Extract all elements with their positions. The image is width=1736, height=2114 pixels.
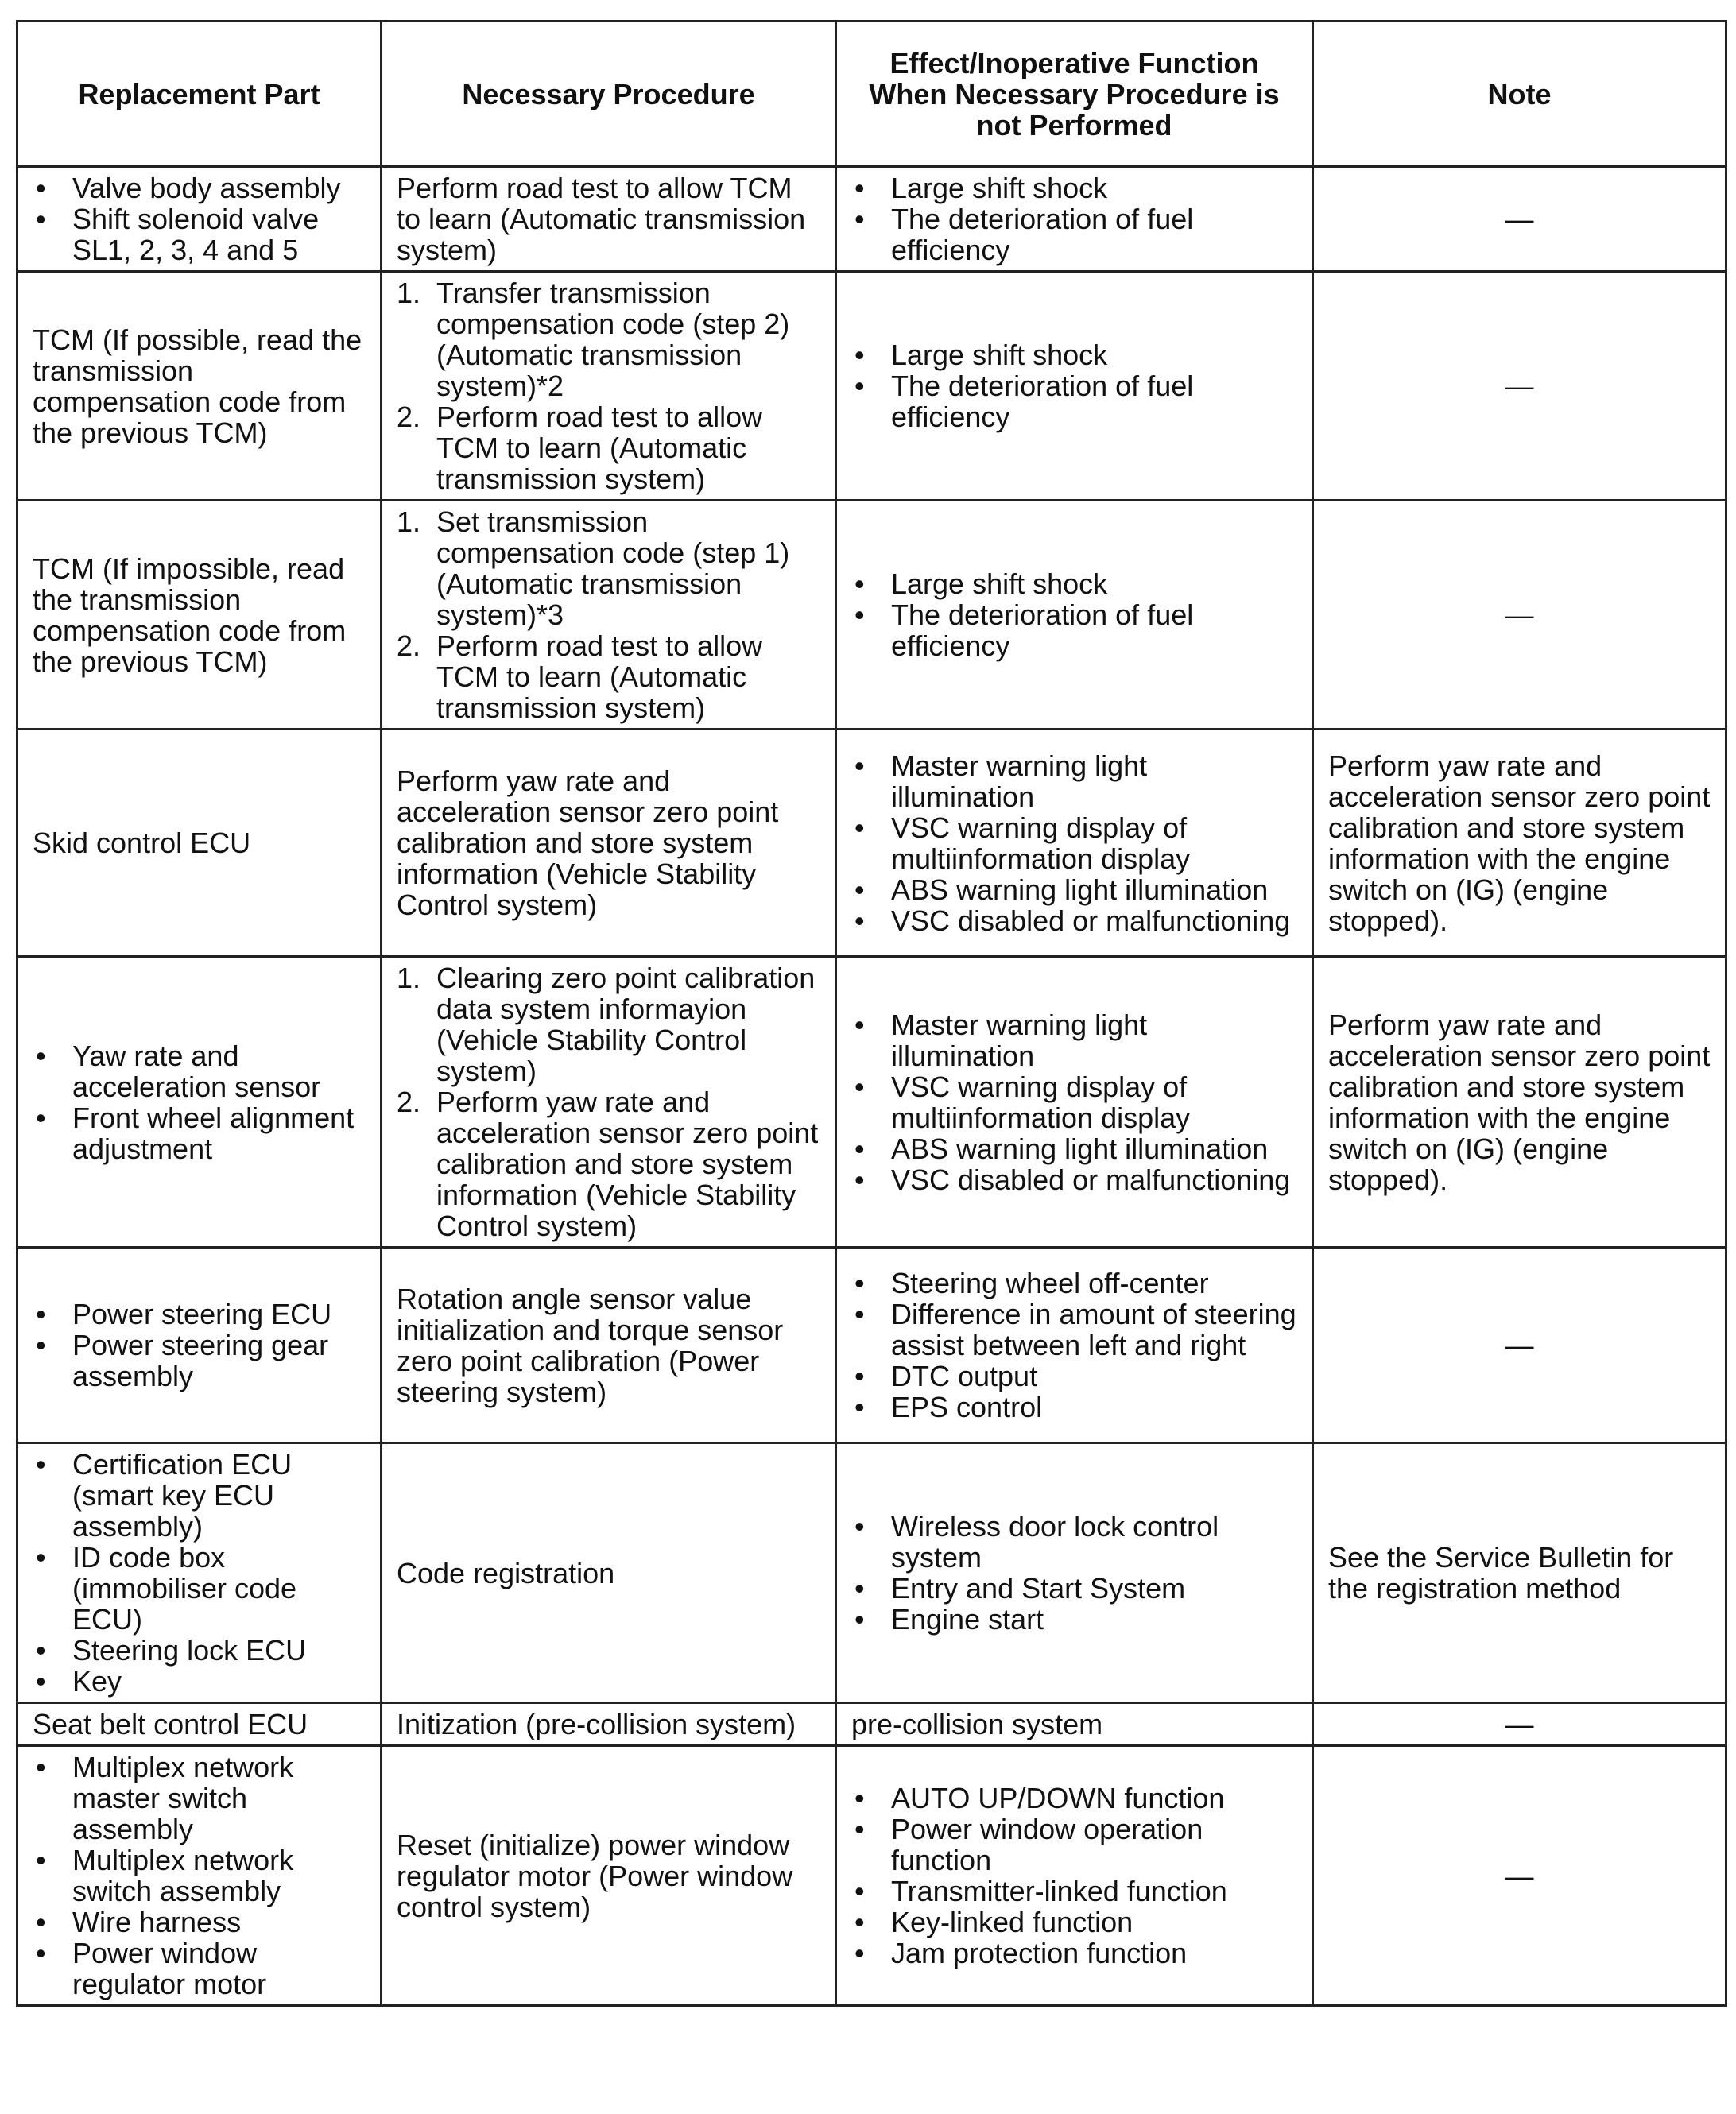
list-item: • The deterioration of fuel efficiency [851,370,1297,432]
procedure-cell: Code registration [382,1443,836,1703]
procedure-steps [397,277,820,494]
effect-cell [836,501,1313,730]
effect-list [851,1783,1297,1969]
list-item: • ABS warning light illumination [851,1133,1297,1164]
list-item: • Certification ECU (smart key ECU assembly) [33,1449,366,1542]
list-item: • Power window regulator motor [33,1938,366,2000]
list-item: • Power steering gear assembly [33,1330,366,1392]
part-cell [17,1746,382,2006]
list-item: • Power steering ECU [33,1299,366,1330]
procedure-cell [382,501,836,730]
list-item: • Wire harness [33,1907,366,1938]
list-item: • Large shift shock [851,172,1297,203]
effect-cell [836,1443,1313,1703]
header-necessary-procedure: Necessary Procedure [382,21,836,167]
list-item: • EPS control [851,1392,1297,1423]
table-row [17,1248,1726,1443]
header-row [17,21,1726,167]
effect-cell [836,730,1313,957]
table-row [17,501,1726,730]
list-item: • Yaw rate and acceleration sensor [33,1040,366,1102]
part-cell [17,1443,382,1703]
effect-cell: pre-collision system [836,1703,1313,1746]
note-cell: — [1313,167,1726,272]
effect-list [851,1511,1297,1635]
list-item: • Shift solenoid valve SL1, 2, 3, 4 and 5 [33,203,366,265]
procedure-steps [397,962,820,1241]
list-item: • Master warning light illumination [851,750,1297,812]
part-cell [17,1248,382,1443]
part-list [33,172,366,265]
header-replacement-part: Replacement Part [17,21,382,167]
procedure-steps [397,506,820,723]
list-item: • Jam protection function [851,1938,1297,1969]
part-cell [17,957,382,1248]
effect-list [851,1009,1297,1195]
list-item: • Master warning light illumination [851,1009,1297,1071]
list-item: • Transmitter-linked function [851,1876,1297,1907]
list-item: • Steering wheel off-center [851,1268,1297,1299]
list-item: • VSC disabled or malfunctioning [851,905,1297,936]
step-item: Perform yaw rate and acceleration sensor zero point calibration and store system information (Vehicle Stability Control system) [436,1086,819,1242]
list-item: • DTC output [851,1361,1297,1392]
procedure-cell: Initization (pre-collision system) [382,1703,836,1746]
list-item: • Large shift shock [851,568,1297,599]
list-item: • ID code box (immobiliser code ECU) [33,1542,366,1635]
procedure-cell: Rotation angle sensor value initialization and torque sensor zero point calibration (Power steering system) [382,1248,836,1443]
effect-cell [836,1746,1313,2006]
note-cell: — [1313,1703,1726,1746]
effect-list [851,750,1297,936]
part-list [33,1040,366,1164]
list-item: • Steering lock ECU [33,1635,366,1666]
header-note: Note [1313,21,1726,167]
step-item: Transfer transmission compensation code (step 2) (Automatic transmission system)*2 [436,277,790,402]
list-item: • AUTO UP/DOWN function [851,1783,1297,1814]
table-row [17,167,1726,272]
part-list [33,1299,366,1392]
list-item: • Multiplex network switch assembly [33,1845,366,1907]
effect-list [851,172,1297,265]
list-item: • ABS warning light illumination [851,874,1297,905]
table-row [17,1703,1726,1746]
part-cell: TCM (If possible, read the transmission compensation code from the previous TCM) [17,272,382,501]
list-item: • The deterioration of fuel efficiency [851,203,1297,265]
list-item: • Wireless door lock control system [851,1511,1297,1573]
list-item: • Key [33,1666,366,1697]
list-item: • VSC warning display of multiinformation display [851,812,1297,874]
list-item: • Valve body assembly [33,172,366,203]
list-item: • The deterioration of fuel efficiency [851,599,1297,661]
procedure-cell: Perform yaw rate and acceleration sensor zero point calibration and store system information (Vehicle Stability Control system) [382,730,836,957]
procedure-cell [382,272,836,501]
list-item: • Entry and Start System [851,1573,1297,1604]
note-cell: Perform yaw rate and acceleration sensor zero point calibration and store system information with the engine switch on (IG) (engine stopped). [1313,957,1726,1248]
list-item: • Multiplex network master switch assembly [33,1752,366,1845]
list-item: • Large shift shock [851,339,1297,370]
list-item: • Key-linked function [851,1907,1297,1938]
procedure-cell: Perform road test to allow TCM to learn (Automatic transmission system) [382,167,836,272]
procedure-cell [382,957,836,1248]
note-cell: — [1313,1746,1726,2006]
list-item: • VSC disabled or malfunctioning [851,1164,1297,1195]
replacement-procedure-table [16,20,1727,2007]
step-item: Set transmission compensation code (step 1) (Automatic transmission system)*3 [436,505,790,631]
note-cell: — [1313,1248,1726,1443]
part-cell: TCM (If impossible, read the transmission compensation code from the previous TCM) [17,501,382,730]
effect-list [851,568,1297,661]
effect-cell [836,272,1313,501]
note-cell: — [1313,501,1726,730]
part-cell [17,167,382,272]
note-cell: Perform yaw rate and acceleration sensor zero point calibration and store system information with the engine switch on (IG) (engine stopped). [1313,730,1726,957]
part-cell: Seat belt control ECU [17,1703,382,1746]
step-item: Perform road test to allow TCM to learn (Automatic transmission system) [436,629,763,724]
part-cell: Skid control ECU [17,730,382,957]
step-item: Perform road test to allow TCM to learn (Automatic transmission system) [436,401,763,495]
step-item: Clearing zero point calibration data system informayion (Vehicle Stability Control system) [436,962,816,1087]
list-item: • VSC warning display of multiinformation display [851,1071,1297,1133]
effect-cell [836,957,1313,1248]
table-row [17,1443,1726,1703]
effect-list [851,1268,1297,1423]
list-item: • Engine start [851,1604,1297,1635]
procedure-cell: Reset (initialize) power window regulator motor (Power window control system) [382,1746,836,2006]
table-row [17,730,1726,957]
part-list [33,1752,366,2000]
part-list [33,1449,366,1697]
list-item: • Power window operation function [851,1814,1297,1876]
header-effect: Effect/Inoperative Function When Necessary Procedure is not Performed [836,21,1313,167]
list-item: • Difference in amount of steering assist between left and right [851,1299,1297,1361]
note-cell: — [1313,272,1726,501]
effect-cell [836,1248,1313,1443]
table-row [17,957,1726,1248]
table-row [17,272,1726,501]
effect-cell [836,167,1313,272]
table-row [17,1746,1726,2006]
list-item: • Front wheel alignment adjustment [33,1102,366,1164]
note-cell: See the Service Bulletin for the registration method [1313,1443,1726,1703]
effect-list [851,339,1297,432]
